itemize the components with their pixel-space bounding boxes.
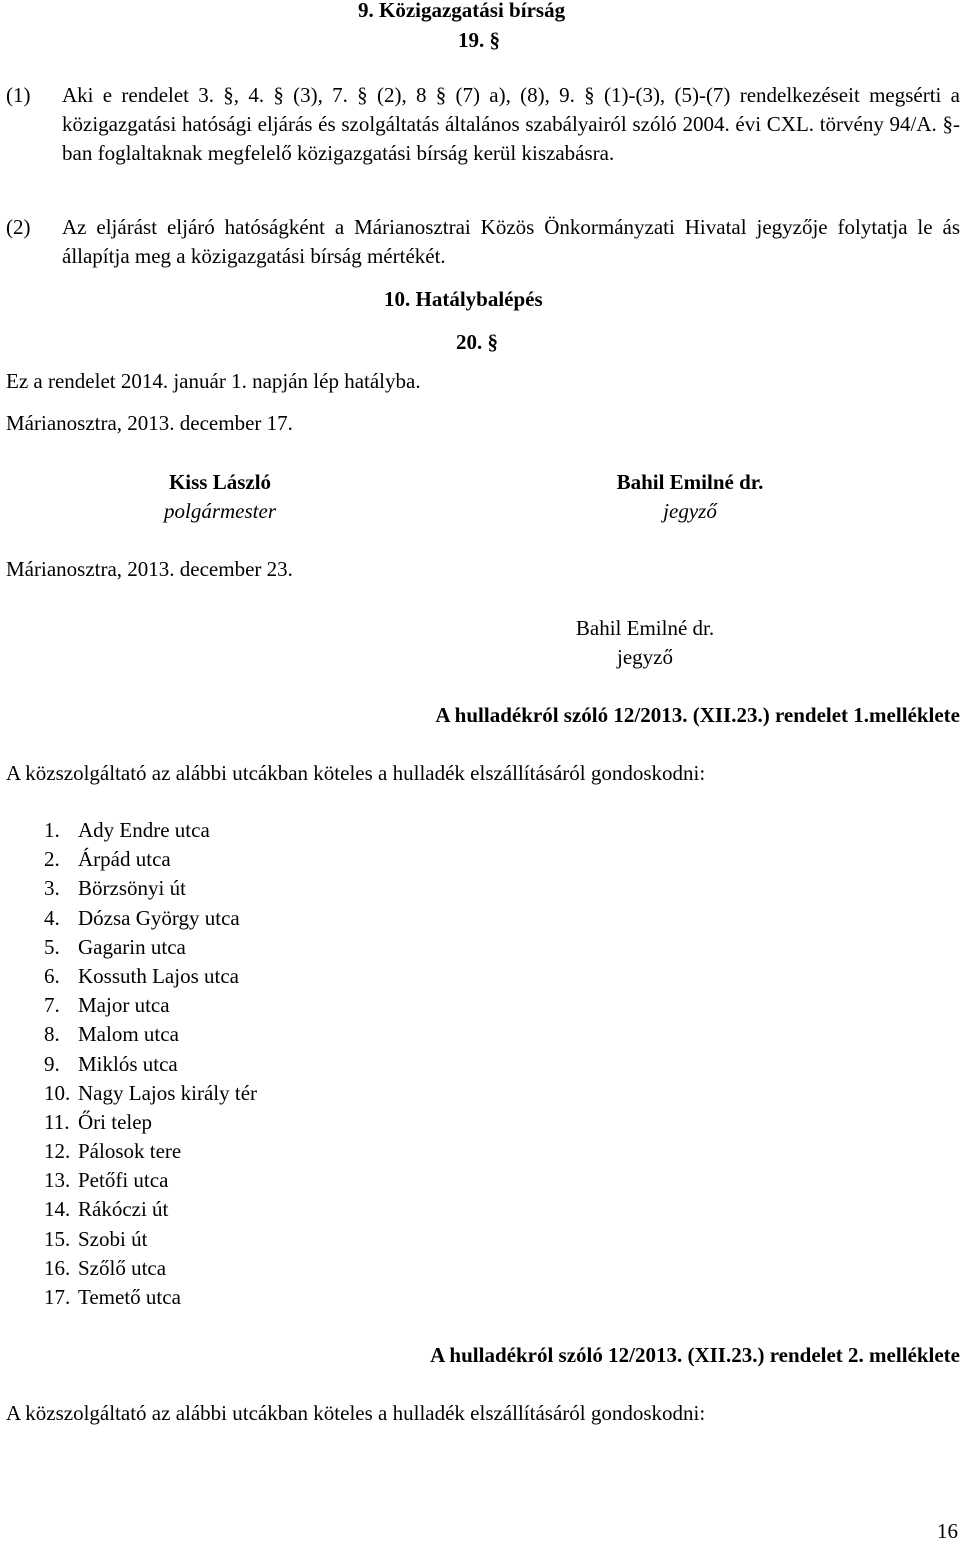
paragraph-1-text: Aki e rendelet 3. §, 4. § (3), 7. § (2), 8 § (7) a), (8), 9. § (1)-(3), (5)-(7) rendelkezéseit megsérti a közigazgatási hatósági eljárás és szolgáltatás általános szabályairól szóló 2004. évi CXL. törvény 94/A. §-ban foglaltaknak megfelelő közigazgatási bírság kerül kiszabásra. <box>62 83 960 165</box>
street-list <box>44 816 257 1312</box>
effective-date-text: Ez a rendelet 2014. január 1. napján lép hatályba. <box>6 369 421 393</box>
paragraph-2 <box>0 213 960 273</box>
section-10-para-number: 20. § <box>456 330 498 354</box>
list-item-number: 7. <box>44 993 60 1018</box>
list-item-number: 2. <box>44 847 60 872</box>
list-item <box>44 1050 257 1079</box>
list-item-name: Szobi út <box>78 1226 148 1251</box>
list-item <box>44 1254 257 1283</box>
section-9-para-number: 19. § <box>458 28 500 52</box>
promulgation-name: Bahil Emilné dr. <box>575 616 715 640</box>
list-item <box>44 1166 257 1195</box>
list-item <box>44 1137 257 1166</box>
list-item <box>44 1108 257 1137</box>
paragraph-1-number: (1) <box>6 83 31 107</box>
annex-1-title: A hulladékról szóló 12/2013. (XII.23.) rendelet 1.melléklete <box>435 703 960 727</box>
section-10-title: 10. Hatálybalépés <box>384 287 543 311</box>
list-item-number: 16. <box>44 1255 71 1280</box>
notary-title: jegyző <box>663 499 717 523</box>
list-item-name: Ady Endre utca <box>78 818 210 842</box>
list-item-number: 14. <box>44 1197 71 1222</box>
list-item-name: Őri telep <box>78 1109 153 1134</box>
list-item-name: Pálosok tere <box>78 1139 182 1164</box>
list-item-name: Nagy Lajos király tér <box>78 1080 258 1105</box>
promulgation-title: jegyző <box>617 645 673 669</box>
notary-name: Bahil Emilné dr. <box>616 470 764 494</box>
page-number: 16 <box>937 1519 958 1543</box>
list-item-number: 13. <box>44 1168 71 1193</box>
paragraph-2-text: Az eljárást eljáró hatóságként a Márianosztrai Közös Önkormányzati Hivatal jegyzője folytatja le ás állapítja meg a közigazgatási bírság mértékét. <box>62 215 960 268</box>
list-item-name: Szőlő utca <box>78 1255 167 1280</box>
list-item-name: Gagarin utca <box>78 934 186 959</box>
list-item-number: 8. <box>44 1022 60 1047</box>
list-item-name: Petőfi utca <box>78 1168 169 1193</box>
list-item-number: 17. <box>44 1285 71 1309</box>
place-date-1: Márianosztra, 2013. december 17. <box>6 411 293 435</box>
list-item-number: 15. <box>44 1226 71 1251</box>
list-item-number: 12. <box>44 1139 71 1164</box>
list-item <box>44 991 257 1020</box>
list-item <box>44 933 257 962</box>
list-item-name: Temető utca <box>78 1285 181 1309</box>
list-item <box>44 1283 257 1312</box>
annex-2-title: A hulladékról szóló 12/2013. (XII.23.) rendelet 2. melléklete <box>430 1343 960 1367</box>
mayor-title: polgármester <box>164 499 276 523</box>
list-item-name: Major utca <box>78 993 170 1018</box>
place-date-2: Márianosztra, 2013. december 23. <box>6 557 293 581</box>
paragraph-2-number: (2) <box>6 215 31 239</box>
list-item-number: 9. <box>44 1051 60 1076</box>
list-item-name: Rákóczi út <box>78 1197 169 1222</box>
list-item <box>44 904 257 933</box>
list-item-number: 11. <box>44 1109 70 1134</box>
paragraph-1 <box>0 81 960 197</box>
list-item-name: Kossuth Lajos utca <box>78 963 239 988</box>
section-9-title: 9. Közigazgatási bírság <box>358 0 566 22</box>
list-item-number: 1. <box>44 818 60 842</box>
list-item-number: 10. <box>44 1080 71 1105</box>
list-item-number: 3. <box>44 876 60 901</box>
list-item <box>44 1225 257 1254</box>
list-item-number: 4. <box>44 905 60 930</box>
list-item <box>44 874 257 903</box>
list-item <box>44 816 257 845</box>
list-item-number: 5. <box>44 934 60 959</box>
list-item <box>44 1079 257 1108</box>
list-item <box>44 845 257 874</box>
list-item-number: 6. <box>44 963 60 988</box>
list-item <box>44 1195 257 1224</box>
list-item-name: Malom utca <box>78 1022 179 1047</box>
list-item-name: Miklós utca <box>78 1051 178 1076</box>
list-item-name: Börzsönyi út <box>78 876 186 901</box>
list-item-name: Árpád utca <box>78 847 171 872</box>
mayor-name: Kiss László <box>168 470 272 494</box>
list-item <box>44 1020 257 1049</box>
list-item-name: Dózsa György utca <box>78 905 240 930</box>
annex-1-intro: A közszolgáltató az alábbi utcákban köteles a hulladék elszállításáról gondoskodni: <box>6 761 706 785</box>
annex-2-intro: A közszolgáltató az alábbi utcákban köteles a hulladék elszállításáról gondoskodni: <box>6 1401 706 1425</box>
list-item <box>44 962 257 991</box>
